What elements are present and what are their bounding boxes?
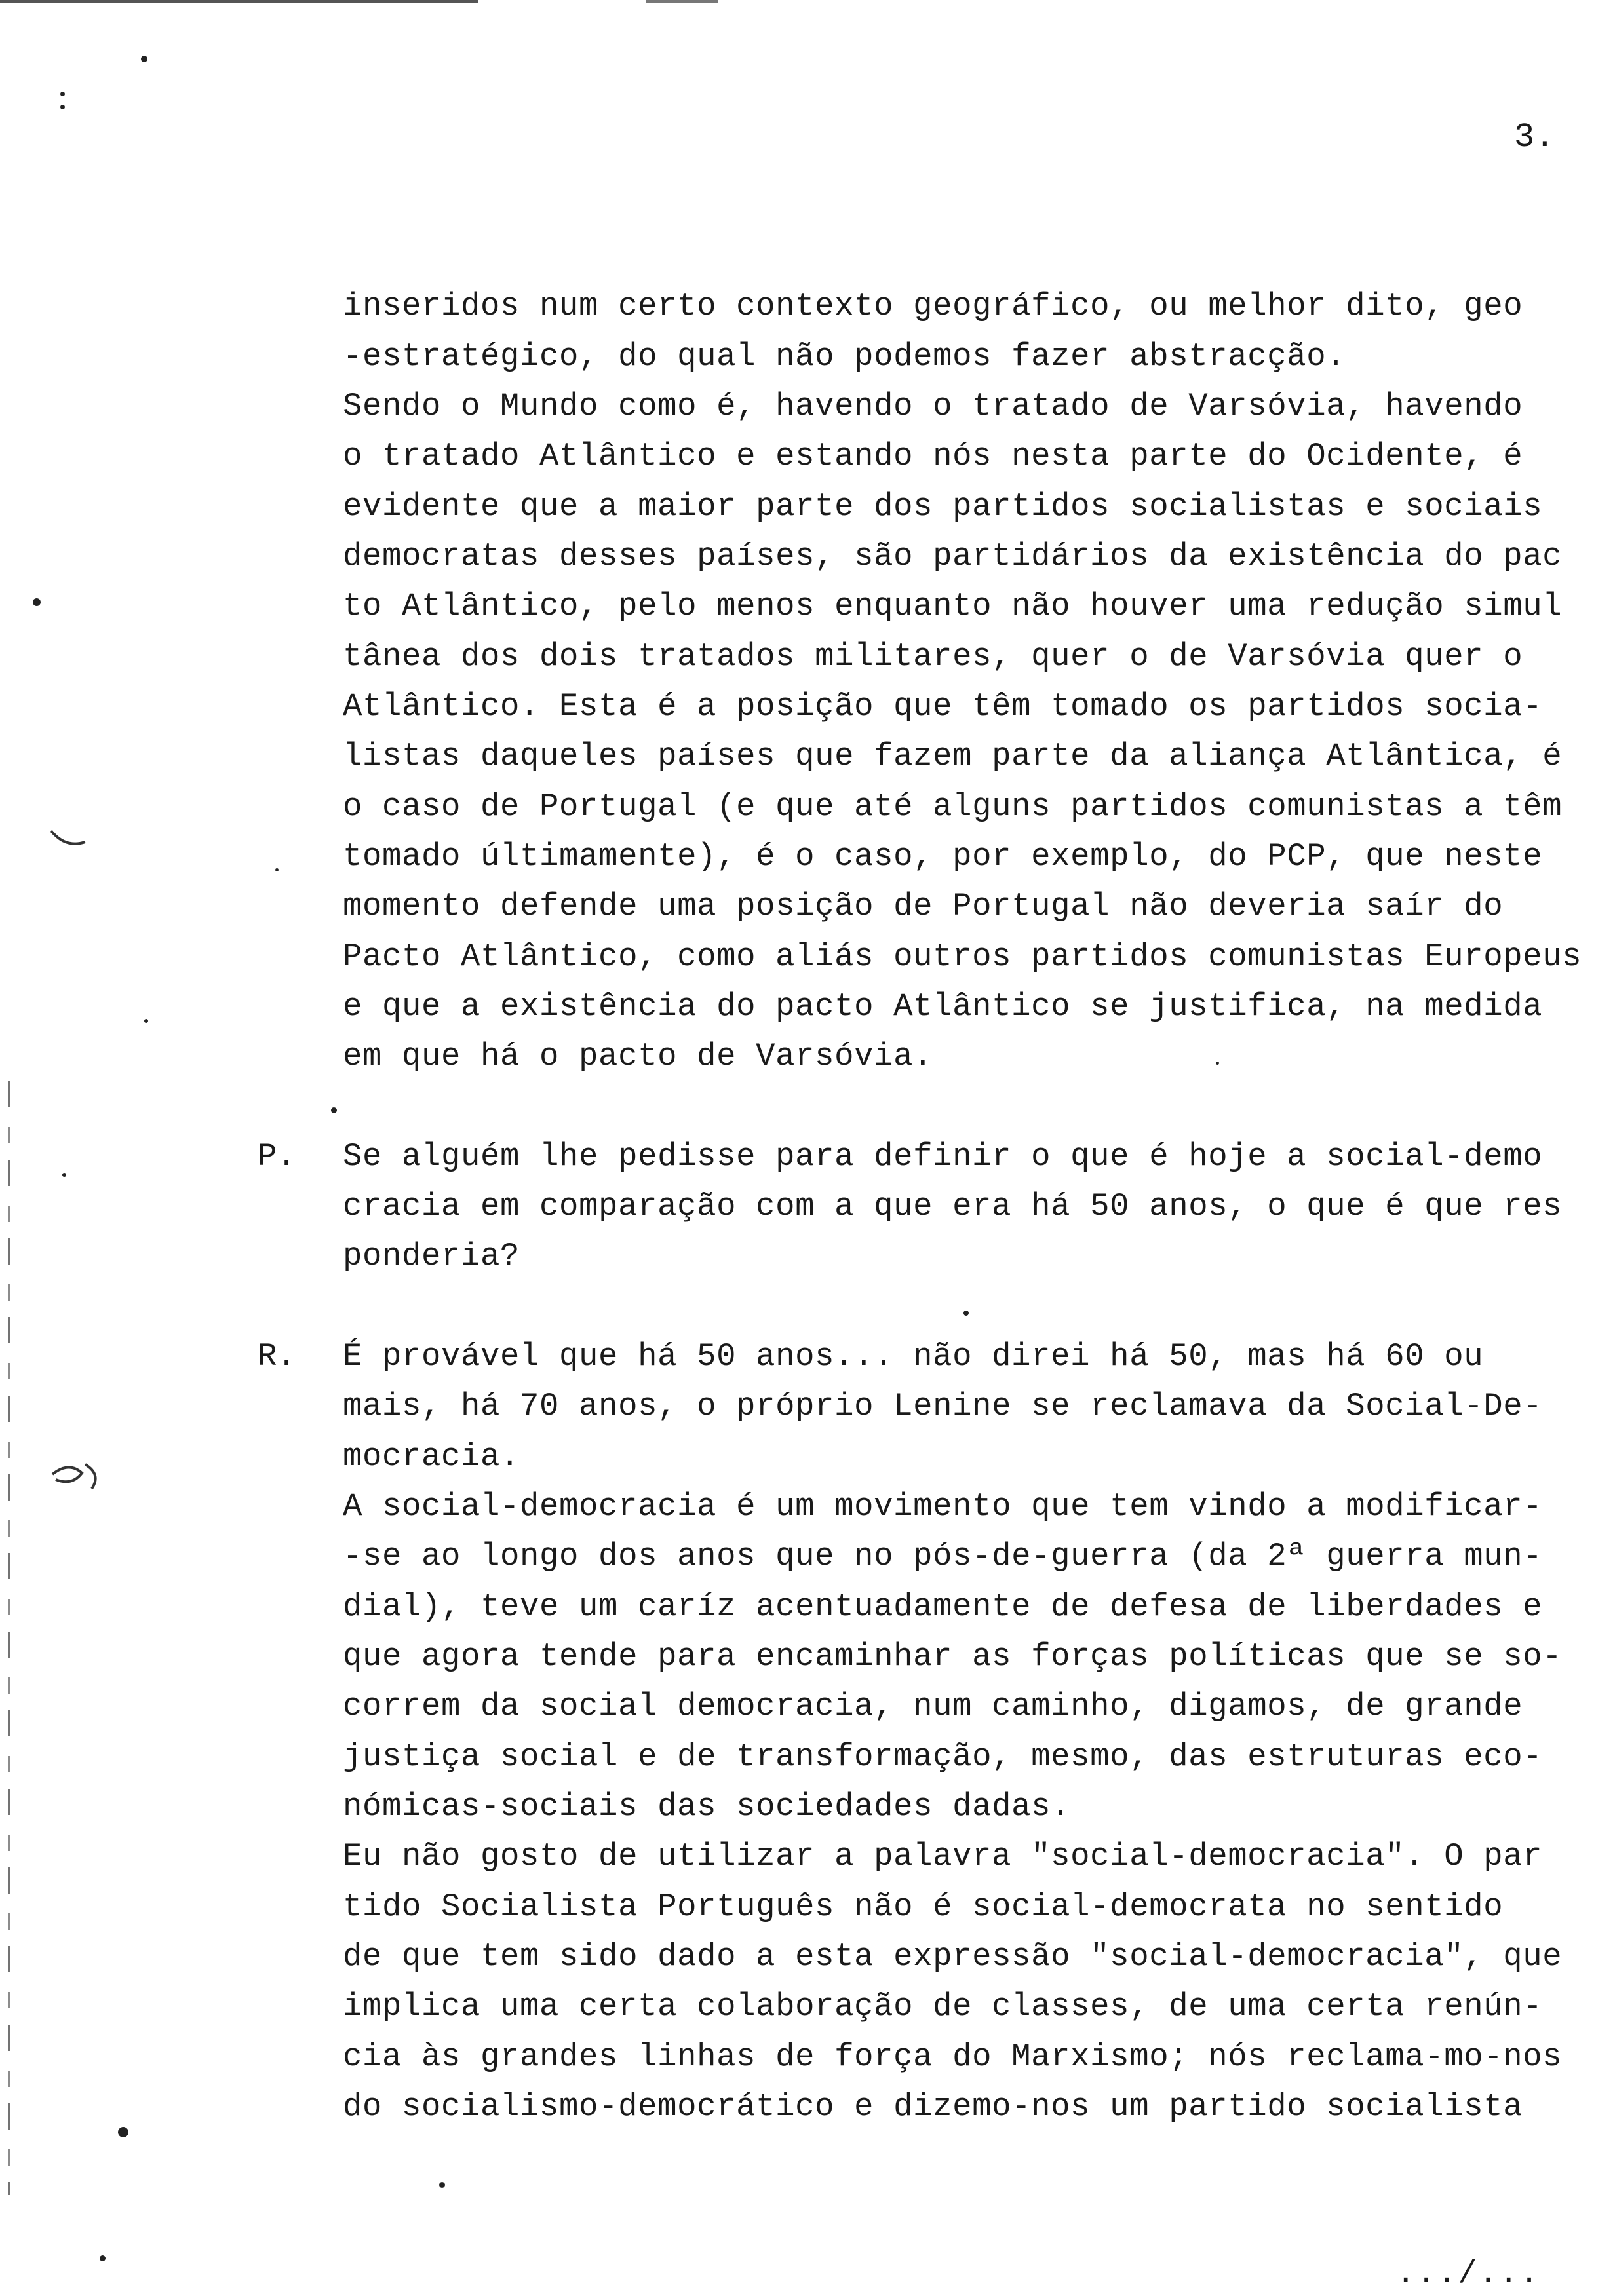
- scan-speck: [963, 1311, 969, 1316]
- answer-line: Eu não gosto de utilizar a palavra "social-democracia". O par: [343, 1838, 1543, 1875]
- scan-speck: [100, 2255, 106, 2261]
- scan-speck: [1216, 1062, 1219, 1065]
- text-line: tânea dos dois tratados militares, quer o de Varsóvia quer o: [343, 638, 1523, 675]
- answer-line: A social-democracia é um movimento que tem vindo a modificar-: [343, 1488, 1543, 1525]
- scan-top-rule-fragment: [646, 0, 718, 3]
- scan-margin-mark: [8, 1081, 10, 2195]
- answer-line: que agora tende para encaminhar as forças políticas que se so-: [343, 1638, 1563, 1675]
- scan-speck: [141, 56, 147, 62]
- answer-line: -se ao longo dos anos que no pós-de-guerra (da 2ª guerra mun-: [343, 1538, 1543, 1575]
- punch-hole-mark: [46, 819, 98, 858]
- scan-speck: [118, 2127, 128, 2137]
- text-line: inseridos num certo contexto geográfico, ou melhor dito, geo: [343, 288, 1523, 324]
- answer-line: cia às grandes linhas de força do Marxismo; nós reclama-mo-nos: [343, 2038, 1563, 2075]
- answer-line: implica uma certa colaboração de classes, de uma certa renún-: [343, 1988, 1543, 2025]
- text-line: Sendo o Mundo como é, havendo o tratado de Varsóvia, havendo: [343, 388, 1523, 425]
- text-line: o caso de Portugal (e que até alguns partidos comunistas a têm: [343, 788, 1563, 825]
- scan-top-rule: [0, 0, 478, 3]
- scan-speck: [60, 105, 65, 109]
- answer-line: do socialismo-democrático e dizemo-nos um partido socialista: [343, 2088, 1523, 2125]
- scan-speck: [331, 1107, 337, 1113]
- text-line: listas daqueles países que fazem parte da aliança Atlântica, é: [343, 738, 1563, 775]
- question-line: Se alguém lhe pedisse para definir o que é hoje a social-demo: [343, 1138, 1543, 1175]
- text-line: Pacto Atlântico, como aliás outros partidos comunistas Europeus: [343, 938, 1582, 975]
- answer-label: R.: [258, 1338, 296, 1375]
- answer-line: nómicas-sociais das sociedades dadas.: [343, 1788, 1071, 1825]
- scan-speck: [275, 868, 279, 871]
- text-line: democratas desses países, são partidários da existência do pac: [343, 538, 1563, 575]
- answer-line: mocracia.: [343, 1438, 520, 1475]
- answer-line: É provável que há 50 anos... não direi há 50, mas há 60 ou: [343, 1338, 1484, 1375]
- text-line: Atlântico. Esta é a posição que têm tomado os partidos socia-: [343, 688, 1543, 725]
- question-line: ponderia?: [343, 1238, 520, 1274]
- answer-line: correm da social democracia, num caminho, digamos, de grande: [343, 1688, 1523, 1725]
- text-line: tomado últimamente), é o caso, por exemplo, do PCP, que neste: [343, 838, 1543, 875]
- answer-line: mais, há 70 anos, o próprio Lenine se reclamava da Social-De-: [343, 1388, 1543, 1425]
- continuation-mark: .../...: [1396, 2255, 1540, 2292]
- text-line: em que há o pacto de Varsóvia.: [343, 1038, 933, 1075]
- question-label: P.: [258, 1138, 296, 1175]
- question-line: cracia em comparação com a que era há 50 anos, o que é que res: [343, 1188, 1563, 1225]
- text-line: to Atlântico, pelo menos enquanto não houver uma redução simul: [343, 588, 1563, 624]
- scan-speck: [60, 92, 65, 96]
- scan-speck: [144, 1019, 148, 1023]
- text-line: e que a existência do pacto Atlântico se justifica, na medida: [343, 988, 1543, 1025]
- answer-line: dial), teve um caríz acentuadamente de defesa de liberdades e: [343, 1588, 1543, 1625]
- answer-line: de que tem sido dado a esta expressão "social-democracia", que: [343, 1938, 1563, 1975]
- text-line: momento defende uma posição de Portugal não deveria saír do: [343, 888, 1504, 925]
- scan-speck: [439, 2182, 445, 2188]
- text-line: evidente que a maior parte dos partidos socialistas e sociais: [343, 488, 1543, 525]
- page-number: 3.: [1514, 118, 1555, 157]
- text-line: o tratado Atlântico e estando nós nesta parte do Ocidente, é: [343, 438, 1523, 474]
- scan-speck: [62, 1173, 66, 1177]
- answer-line: tido Socialista Português não é social-democrata no sentido: [343, 1888, 1504, 1925]
- answer-line: justiça social e de transformação, mesmo, das estruturas eco-: [343, 1738, 1543, 1775]
- scan-speck: [33, 598, 41, 606]
- text-line: -estratégico, do qual não podemos fazer abstracção.: [343, 338, 1346, 375]
- punch-hole-mark: [46, 1455, 111, 1501]
